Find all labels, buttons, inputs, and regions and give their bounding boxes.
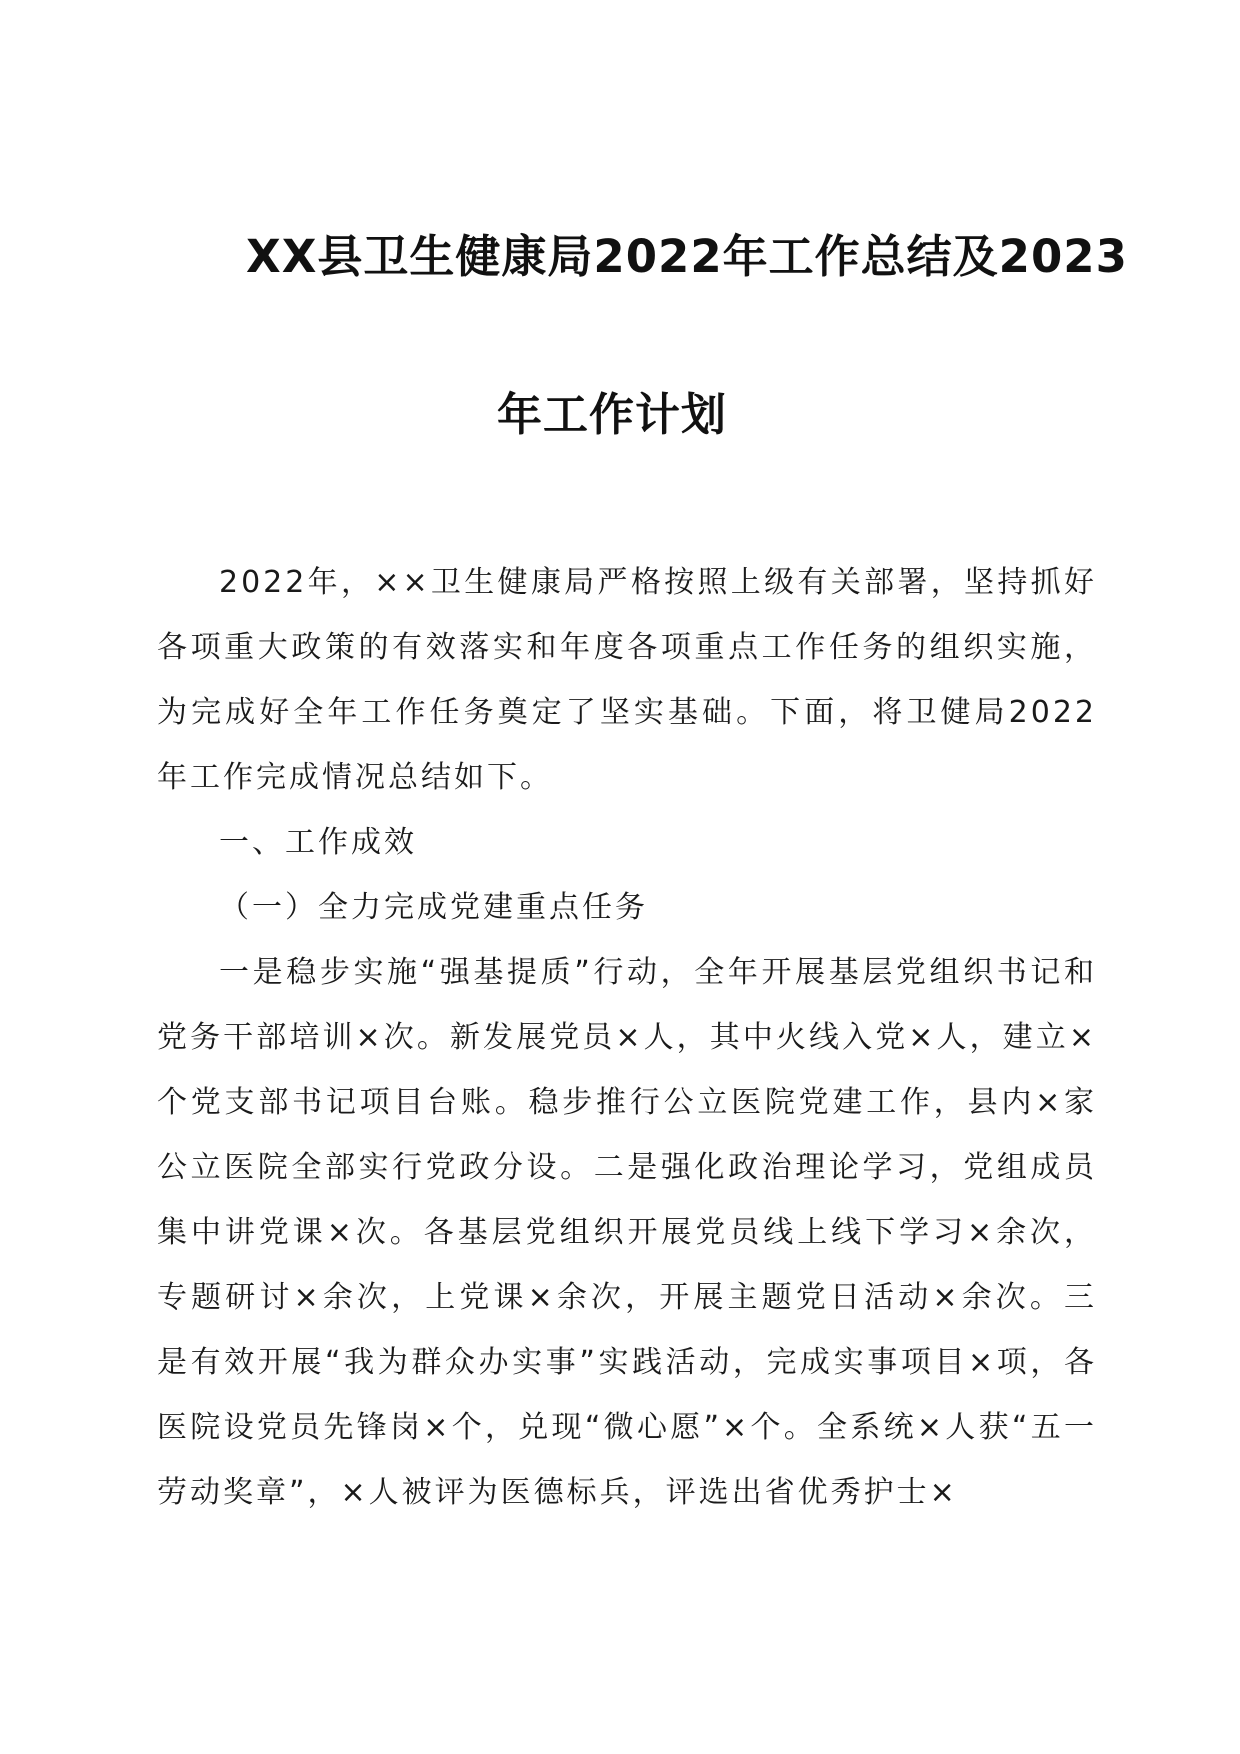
subsection-heading: （一）全力完成党建重点任务 [219,890,648,925]
document-title-line-2: 年工作计划 [497,388,728,441]
document-title-line-1: XX县卫生健康局2022年工作总结及2023 [246,230,1128,283]
document-body [157,550,1097,1525]
section-heading: 一、工作成效 [219,825,417,860]
body-paragraph: 一是稳步实施“强基提质”行动，全年开展基层党组织书记和党务干部培训×次。新发展党员×人，其中火线入党×人，建立×个党支部书记项目台账。稳步推行公立医院党建工作，县内×家公立医院全部实行党政分设。二是强化政治理论学习，党组成员集中讲党课×次。各基层党组织开展党员线上线下学习×余次，专题研讨×余次，上党课×余次，开展主题党日活动×余次。三是有效开展“我为群众办实事”实践活动，完成实事项目×项，各医院设党员先锋岗×个，兑现“微心愿”×个。全系统×人获“五一劳动奖章”，×人被评为医德标兵，评选出省优秀护士× [157,955,1097,1510]
intro-paragraph: 2022年，××卫生健康局严格按照上级有关部署，坚持抓好各项重大政策的有效落实和年度各项重点工作任务的组织实施，为完成好全年工作任务奠定了坚实基础。下面，将卫健局2022年工作完成情况总结如下。 [157,565,1097,795]
